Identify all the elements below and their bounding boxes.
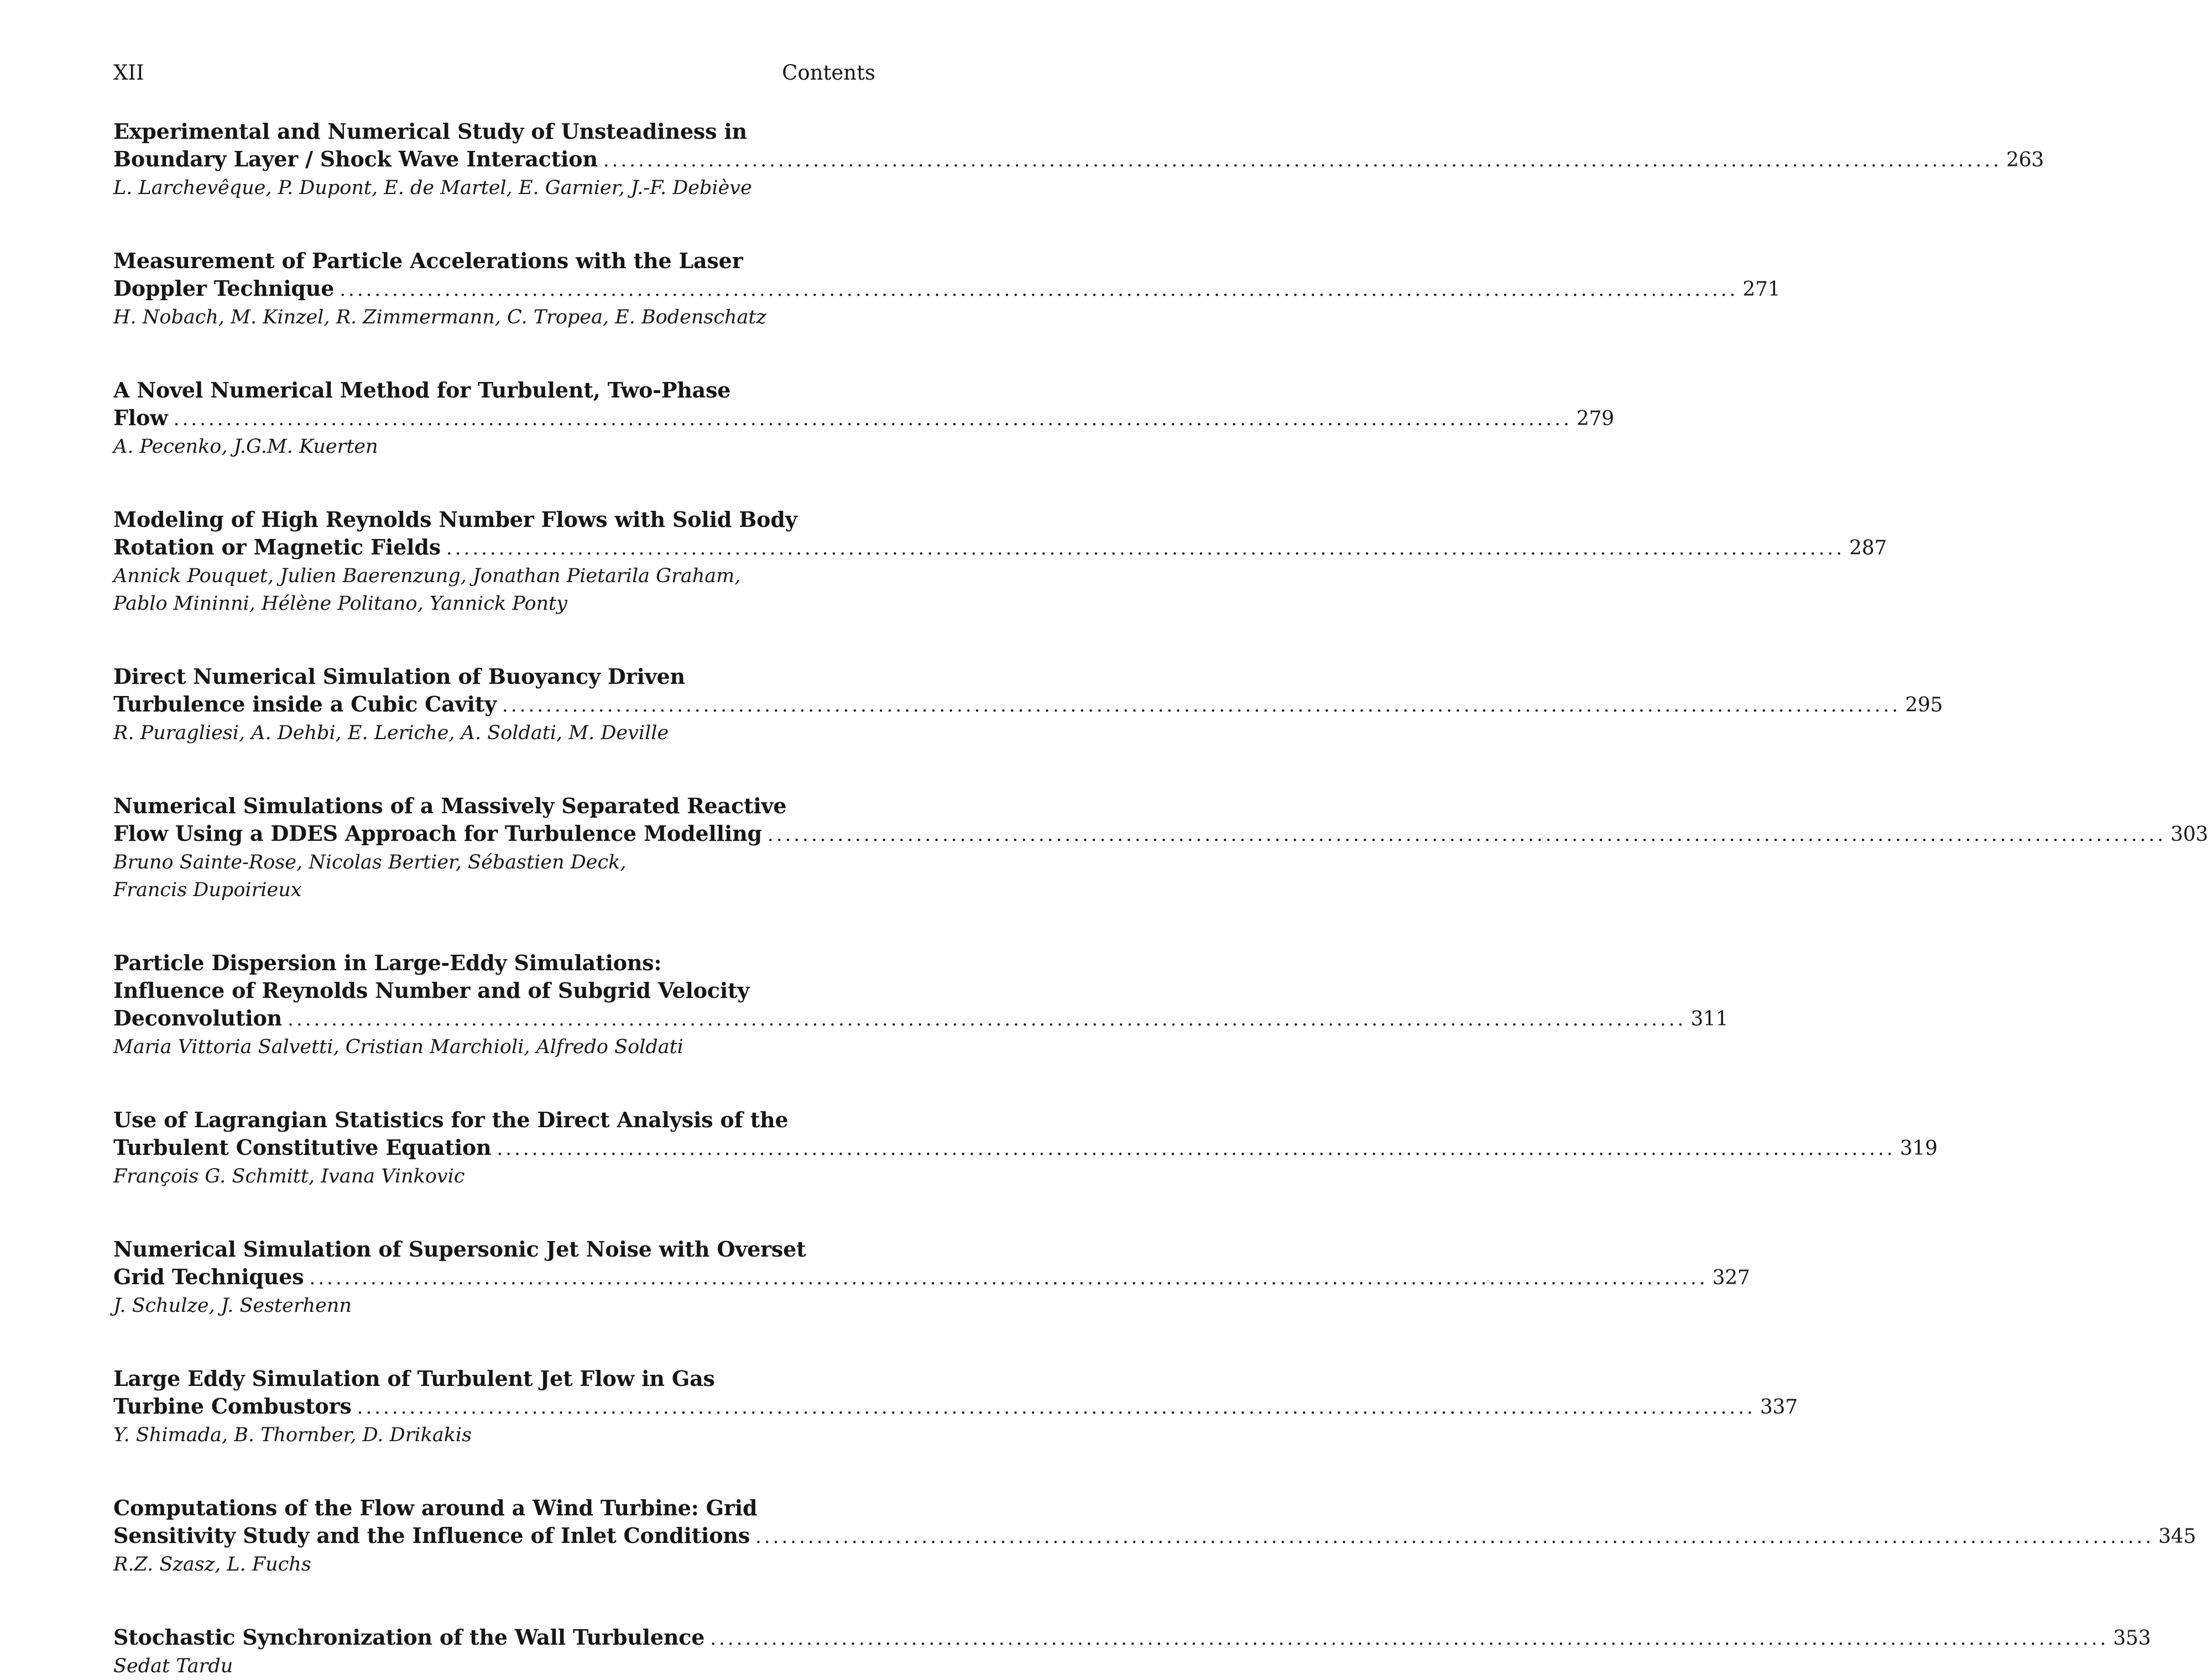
entry-title-line: Modeling of High Reynolds Number Flows with Solid Body [113, 507, 797, 532]
page-number[interactable]: 345 [2158, 1525, 2196, 1548]
toc-entry[interactable] [113, 247, 1781, 331]
toc-entry[interactable] [113, 506, 1887, 617]
entry-title-line: Use of Lagrangian Statistics for the Direct Analysis of the [113, 1107, 789, 1132]
entry-authors: L. Larchevêque, P. Dupont, E. de Martel, E. Garnier, J.-F. Debiève [113, 177, 752, 199]
dot-leader: ................................................................................................................................................................ [446, 537, 1845, 559]
dot-leader: ................................................................................................................................................................ [340, 279, 1739, 301]
page-number[interactable]: 327 [1712, 1266, 1750, 1289]
entry-title-line: Flow [113, 405, 168, 430]
entry-title-final-line [113, 1522, 2196, 1551]
entry-title-final-line [113, 690, 1943, 719]
dot-leader: ................................................................................................................................................................ [309, 1267, 1708, 1289]
entry-authors: Pablo Mininni, Hélène Politano, Yannick Ponty [113, 593, 567, 615]
entry-title-final-line [113, 820, 2208, 849]
entry-title-line: Turbulence inside a Cubic Cavity [113, 692, 497, 716]
entry-title-line: Flow Using a DDES Approach for Turbulence Modelling [113, 821, 762, 846]
entry-authors: A. Pecenko, J.G.M. Kuerten [113, 436, 378, 458]
entry-title-line: Experimental and Numerical Study of Unsteadiness in [113, 119, 747, 144]
entry-authors: Bruno Sainte-Rose, Nicolas Bertier, Sébastien Deck, [113, 851, 627, 873]
entry-title-line: Rotation or Magnetic Fields [113, 535, 441, 559]
toc-entry[interactable] [113, 1365, 1798, 1449]
page-number[interactable]: 353 [2113, 1627, 2151, 1650]
toc-entry[interactable] [113, 792, 2208, 904]
entry-title-line: Grid Techniques [113, 1264, 304, 1289]
entry-title-line: Turbulent Constitutive Equation [113, 1135, 492, 1160]
entry-title-final-line [113, 1393, 1798, 1421]
entry-title-line: Sensitivity Study and the Influence of Inlet Conditions [113, 1523, 750, 1548]
page-number[interactable]: 287 [1849, 537, 1887, 559]
entry-title-line: A Novel Numerical Method for Turbulent, Two-Phase [113, 378, 731, 402]
entry-title-final-line [113, 533, 1887, 562]
toc-entry[interactable] [113, 1624, 2151, 1680]
entry-title-line: Numerical Simulations of a Massively Separated Reactive [113, 793, 787, 818]
entry-title-line: Computations of the Flow around a Wind Turbine: Grid [113, 1495, 758, 1520]
page-number[interactable]: 337 [1760, 1396, 1798, 1419]
entry-title-line: Deconvolution [113, 1006, 283, 1030]
dot-leader: ................................................................................................................................................................ [767, 824, 2167, 846]
entry-title-line: Turbine Combustors [113, 1394, 352, 1419]
page-number[interactable]: 295 [1905, 694, 1943, 716]
toc-entry[interactable] [113, 663, 1943, 747]
entry-title-line: Particle Dispersion in Large-Eddy Simulations: [113, 950, 662, 975]
entry-title-line: Influence of Reynolds Number and of Subgrid Velocity [113, 978, 750, 1003]
entry-title-line: Boundary Layer / Shock Wave Interaction [113, 146, 598, 171]
entry-title-line: Measurement of Particle Accelerations with the Laser [113, 248, 743, 273]
dot-leader: ................................................................................................................................................................ [710, 1627, 2109, 1650]
dot-leader: ................................................................................................................................................................ [497, 1138, 1896, 1160]
entry-authors: Sedat Tardu [113, 1655, 233, 1677]
page-number[interactable]: 303 [2170, 823, 2208, 846]
entry-authors: Y. Shimada, B. Thornber, D. Drikakis [113, 1424, 472, 1446]
page-folio: XII [113, 61, 144, 85]
toc-entry[interactable] [113, 1236, 1750, 1320]
entry-title-final-line [113, 1004, 1729, 1033]
page-number[interactable]: 311 [1690, 1008, 1729, 1030]
dot-leader: ................................................................................................................................................................ [357, 1396, 1756, 1419]
running-head [113, 57, 875, 88]
entry-title-final-line [113, 1263, 1750, 1292]
entry-title-line: Large Eddy Simulation of Turbulent Jet Flow in Gas [113, 1366, 715, 1391]
table-of-contents [113, 118, 2208, 1680]
running-head-title: Contents [782, 61, 875, 85]
dot-leader: ................................................................................................................................................................ [603, 149, 2002, 171]
dot-leader: ................................................................................................................................................................ [288, 1008, 1687, 1030]
dot-leader: ................................................................................................................................................................ [502, 694, 1901, 716]
entry-authors: R. Puragliesi, A. Dehbi, E. Leriche, A. Soldati, M. Deville [113, 722, 669, 744]
page-number[interactable]: 271 [1742, 278, 1781, 301]
entry-authors: R.Z. Szasz, L. Fuchs [113, 1553, 311, 1576]
page-number[interactable]: 319 [1899, 1137, 1938, 1160]
entry-authors: François G. Schmitt, Ivana Vinkovic [113, 1165, 465, 1187]
entry-title-line: Stochastic Synchronization of the Wall Turbulence [113, 1625, 705, 1650]
entry-title-final-line [113, 145, 2044, 174]
toc-entry[interactable] [113, 1106, 1938, 1190]
entry-title-line: Doppler Technique [113, 276, 335, 301]
entry-title-final-line [113, 404, 1615, 433]
entry-title-final-line [113, 275, 1781, 303]
page-number[interactable]: 279 [1576, 407, 1615, 430]
entry-title-final-line [113, 1134, 1938, 1163]
entry-authors: Maria Vittoria Salvetti, Cristian Marchioli, Alfredo Soldati [113, 1036, 683, 1058]
entry-title-line: Numerical Simulation of Supersonic Jet Noise with Overset [113, 1237, 806, 1262]
toc-entry[interactable] [113, 376, 1615, 460]
toc-entry[interactable] [113, 118, 2044, 202]
dot-leader: ................................................................................................................................................................ [755, 1526, 2154, 1548]
page-number[interactable]: 263 [2006, 149, 2044, 171]
entry-authors: J. Schulze, J. Sesterhenn [113, 1295, 352, 1317]
entry-title-line: Direct Numerical Simulation of Buoyancy Driven [113, 664, 685, 689]
entry-title-final-line [113, 1624, 2151, 1652]
entry-authors: Annick Pouquet, Julien Baerenzung, Jonathan Pietarila Graham, [113, 565, 741, 587]
entry-authors: H. Nobach, M. Kinzel, R. Zimmermann, C. Tropea, E. Bodenschatz [113, 306, 766, 328]
dot-leader: ................................................................................................................................................................ [173, 408, 1572, 430]
toc-entry[interactable] [113, 949, 1729, 1061]
toc-entry[interactable] [113, 1494, 2196, 1578]
entry-authors: Francis Dupoirieux [113, 879, 302, 901]
